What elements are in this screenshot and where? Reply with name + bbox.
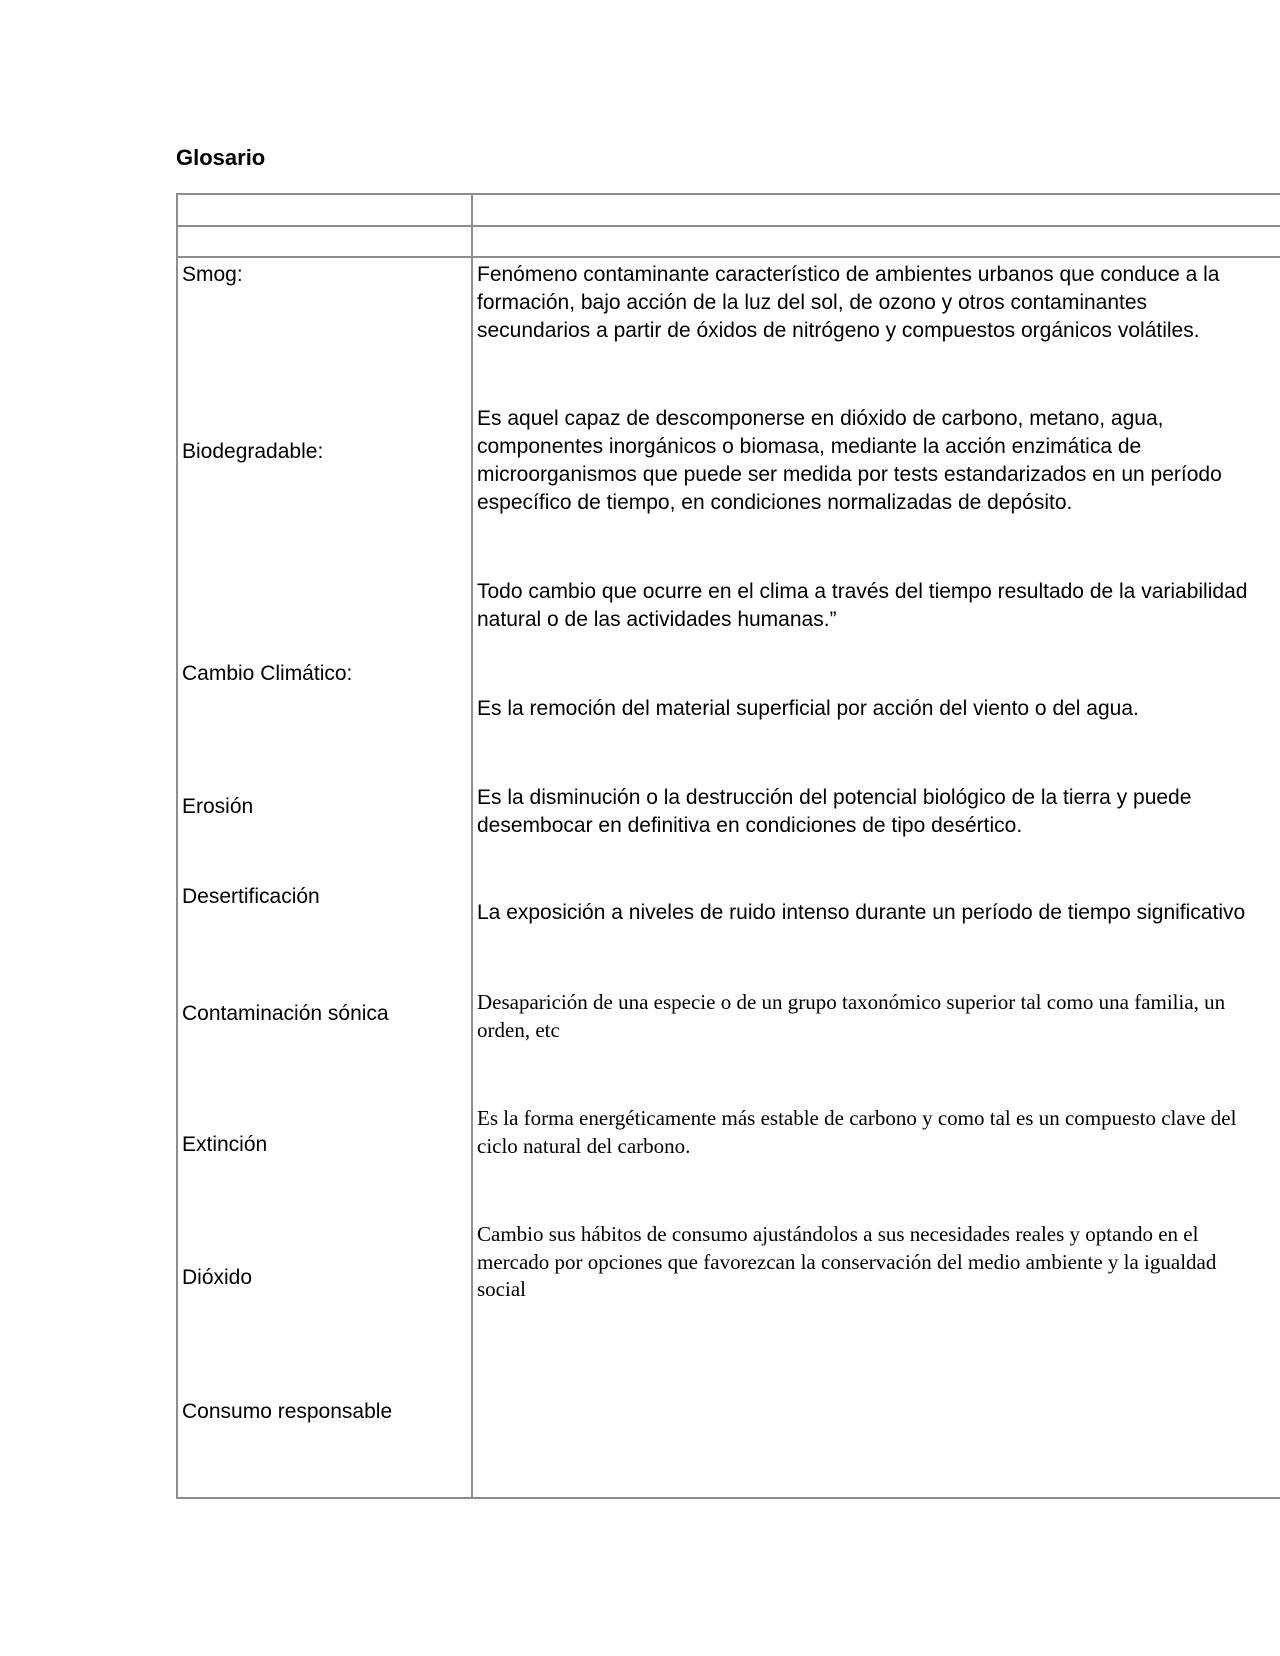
definition-line: orden, etc	[477, 1017, 560, 1042]
definition-line: Todo cambio que ocurre en el clima a través del tiempo resultado de la variabilidad	[477, 580, 1248, 603]
glossary-table	[176, 193, 1280, 1499]
glossary-term: Consumo responsable	[182, 1400, 393, 1423]
definition-line: Fenómeno contaminante característico de ambientes urbanos que conduce a la	[477, 263, 1220, 286]
page-title: Glosario	[176, 145, 266, 170]
definition-line: Es la remoción del material superficial por acción del viento o del agua.	[477, 697, 1139, 720]
glossary-definition	[477, 261, 1280, 345]
glossary-definition	[477, 989, 1280, 1044]
glossary-term: Smog:	[182, 263, 243, 286]
glossary-term: Dióxido	[182, 1266, 253, 1289]
definition-line: Desaparición de una especie o de un grupo taxonómico superior tal como una familia, un	[477, 990, 1226, 1014]
definition-line: secundarios a partir de óxidos de nitrógeno y compuestos orgánicos volátiles.	[477, 319, 1200, 342]
glossary-definition	[477, 695, 1280, 723]
glossary-definition	[477, 899, 1280, 927]
definition-line: Cambio sus hábitos de consumo ajustándolos a sus necesidades reales y optando en el	[477, 1222, 1199, 1246]
glossary-definition	[477, 1105, 1280, 1160]
definition-line: Es aquel capaz de descomponerse en dióxido de carbono, metano, agua,	[477, 407, 1164, 430]
definition-line: Es la disminución o la destrucción del potencial biológico de la tierra y puede	[477, 786, 1192, 809]
definition-line: Es la forma energéticamente más estable de carbono y como tal es un compuesto clave del	[477, 1106, 1237, 1130]
glossary-term: Extinción	[182, 1133, 268, 1156]
definition-line: componentes inorgánicos o biomasa, mediante la acción enzimática de	[477, 435, 1142, 458]
definition-line: mercado por opciones que favorezcan la conservación del medio ambiente y la igualdad	[477, 1249, 1217, 1274]
glossary-definition	[477, 1221, 1280, 1304]
definition-line: desembocar en definitiva en condiciones de tipo desértico.	[477, 814, 1023, 837]
definition-line: específico de tiempo, en condiciones normalizadas de depósito.	[477, 491, 1073, 514]
glossary-definition	[477, 784, 1280, 840]
header-row-divider	[178, 225, 1280, 227]
definition-line: natural o de las actividades humanas.”	[477, 608, 837, 631]
definition-line: ciclo natural del carbono.	[477, 1133, 691, 1158]
glossary-term: Erosión	[182, 795, 254, 818]
glossary-definition	[477, 405, 1280, 517]
glossary-term: Biodegradable:	[182, 440, 324, 463]
glossary-term: Desertificación	[182, 885, 320, 908]
column-divider	[471, 193, 473, 1499]
definition-line: microorganismos que puede ser medida por tests estandarizados en un período	[477, 463, 1222, 486]
definition-line: social	[477, 1277, 526, 1301]
definition-line: formación, bajo acción de la luz del sol, de ozono y otros contaminantes	[477, 291, 1148, 314]
glossary-definition	[477, 578, 1280, 634]
glossary-term: Contaminación sónica	[182, 1002, 389, 1025]
glossary-term: Cambio Climático:	[182, 662, 353, 685]
header-row-divider	[178, 256, 1280, 258]
definition-line: La exposición a niveles de ruido intenso durante un período de tiempo significativo	[477, 901, 1246, 924]
